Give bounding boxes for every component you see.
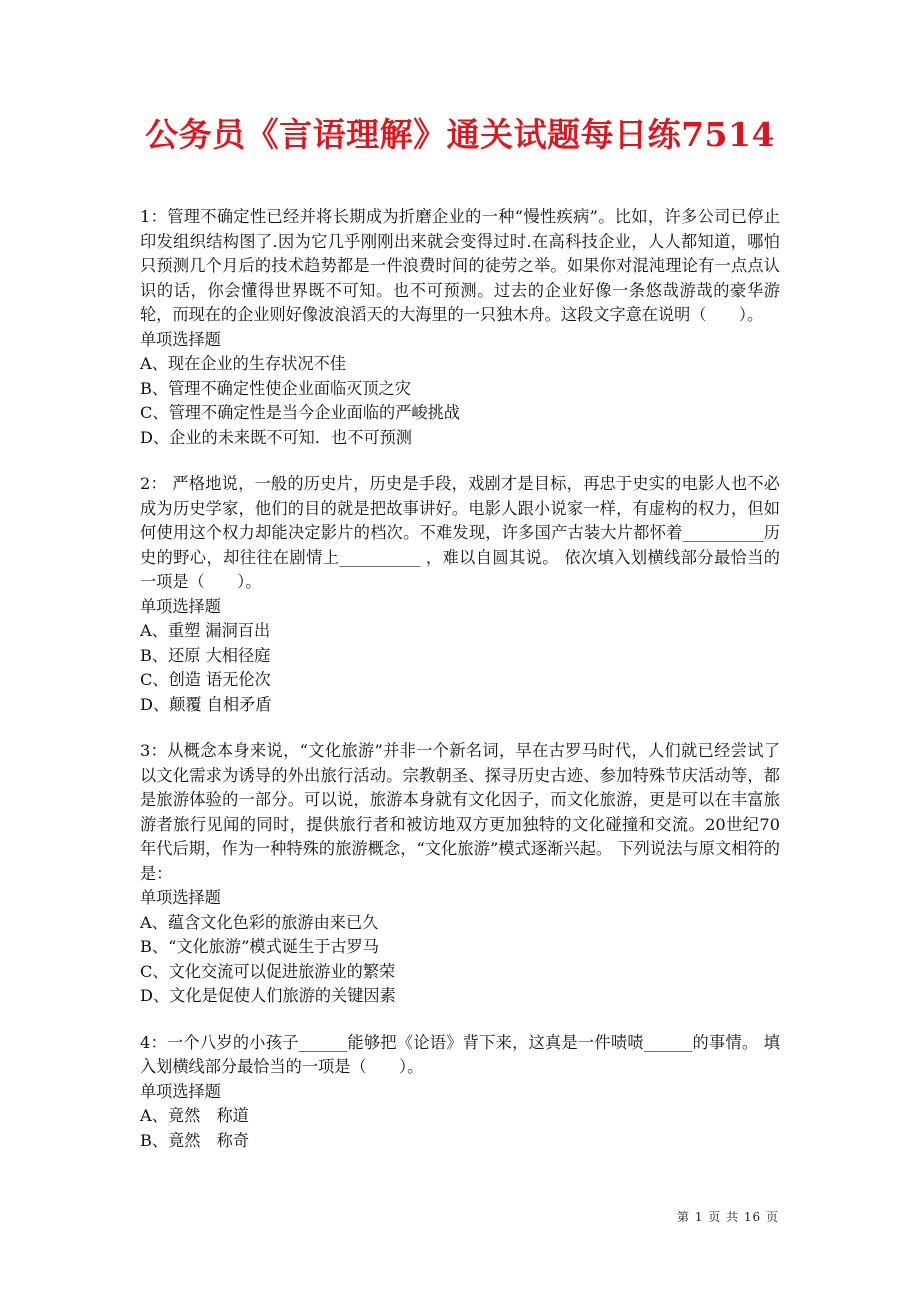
option-a: A、现在企业的生存状况不佳 [140, 354, 346, 373]
question-type: 单项选择题 [140, 1081, 221, 1101]
option-b: B、“文化旅游”模式诞生于古罗马 [140, 937, 379, 956]
option-c: C、文化交流可以促进旅游业的繁荣 [140, 961, 396, 981]
question-3 [140, 739, 780, 1009]
option-d: D、文化是促使人们旅游的关键因素 [140, 986, 396, 1005]
option-b: B、还原 大相径庭 [140, 645, 271, 665]
option-c: C、管理不确定性是当今企业面临的严峻挑战 [140, 403, 460, 422]
question-4 [140, 1031, 780, 1154]
question-1 [140, 205, 780, 450]
option-d: D、颠覆 自相矛盾 [140, 694, 272, 714]
option-b: B、管理不确定性使企业面临灭顶之灾 [140, 378, 411, 398]
question-type: 单项选择题 [140, 596, 221, 616]
option-d: D、企业的未来既不可知．也不可预测 [140, 427, 412, 447]
document-title: 公务员《言语理解》通关试题每日练7514 [145, 115, 775, 154]
option-a: A、蕴含文化色彩的旅游由来已久 [140, 912, 379, 932]
question-stem: 1：管理不确定性已经并将长期成为折磨企业的一种“慢性疾病”。比如，许多公司已停止印发组织结构图了.因为它几乎刚刚出来就会变得过时.在高科技企业，人人都知道，哪怕只预测几个月后的技术趋势都是一件浪费时间的徒劳之举。如果你对混沌理论有一点点认识的话，你会懂得世界既不可知。也不可预测。过去的企业好像一条悠哉游哉的豪华游轮，而现在的企业则好像波浪滔天的大海里的一只独木舟。这段文字意在说明（ ）。 [140, 207, 780, 324]
question-2 [140, 472, 780, 717]
question-stem: 3：从概念本身来说，“文化旅游”并非一个新名词，早在古罗马时代，人们就已经尝试了以文化需求为诱导的外出旅行活动。宗教朝圣、探寻历史古迹、参加特殊节庆活动等，都是旅游体验的一部分。可以说，旅游本身就有文化因子，而文化旅游，更是可以在丰富旅游者旅行见闻的同时，提供旅行者和被访地双方更加独特的文化碰撞和交流。20世纪70年代后期，作为一种特殊的旅游概念，“文化旅游”模式逐渐兴起。 下列说法与原文相符的是： [140, 741, 780, 883]
option-c: C、创造 语无伦次 [140, 670, 271, 689]
question-list [140, 205, 780, 1175]
question-stem: 2： 严格地说，一般的历史片，历史是手段，戏剧才是目标，再忠于史实的电影人也不必成为历史学家，他们的目的就是把故事讲好。电影人跟小说家一样，有虚构的权力，但如何使用这个权力却能决定影片的档次。不难发现，许多国产古装大片都怀着__________历史的野心，却往往在剧情上__________ ，难以自圆其说。 依次填入划横线部分最恰当的一项是（ ）。 [140, 474, 780, 591]
question-stem: 4：一个八岁的小孩子______能够把《论语》背下来，这真是一件啧啧______的事情。 填入划横线部分最恰当的一项是（ ）。 [140, 1032, 780, 1076]
page-number: 第 1 页 共 16 页 [677, 1210, 779, 1224]
option-a: A、重塑 漏洞百出 [140, 621, 271, 640]
question-type: 单项选择题 [140, 329, 221, 349]
option-b: B、竟然 称奇 [140, 1130, 250, 1150]
question-type: 单项选择题 [140, 888, 221, 907]
option-a: A、竟然 称道 [140, 1106, 249, 1125]
